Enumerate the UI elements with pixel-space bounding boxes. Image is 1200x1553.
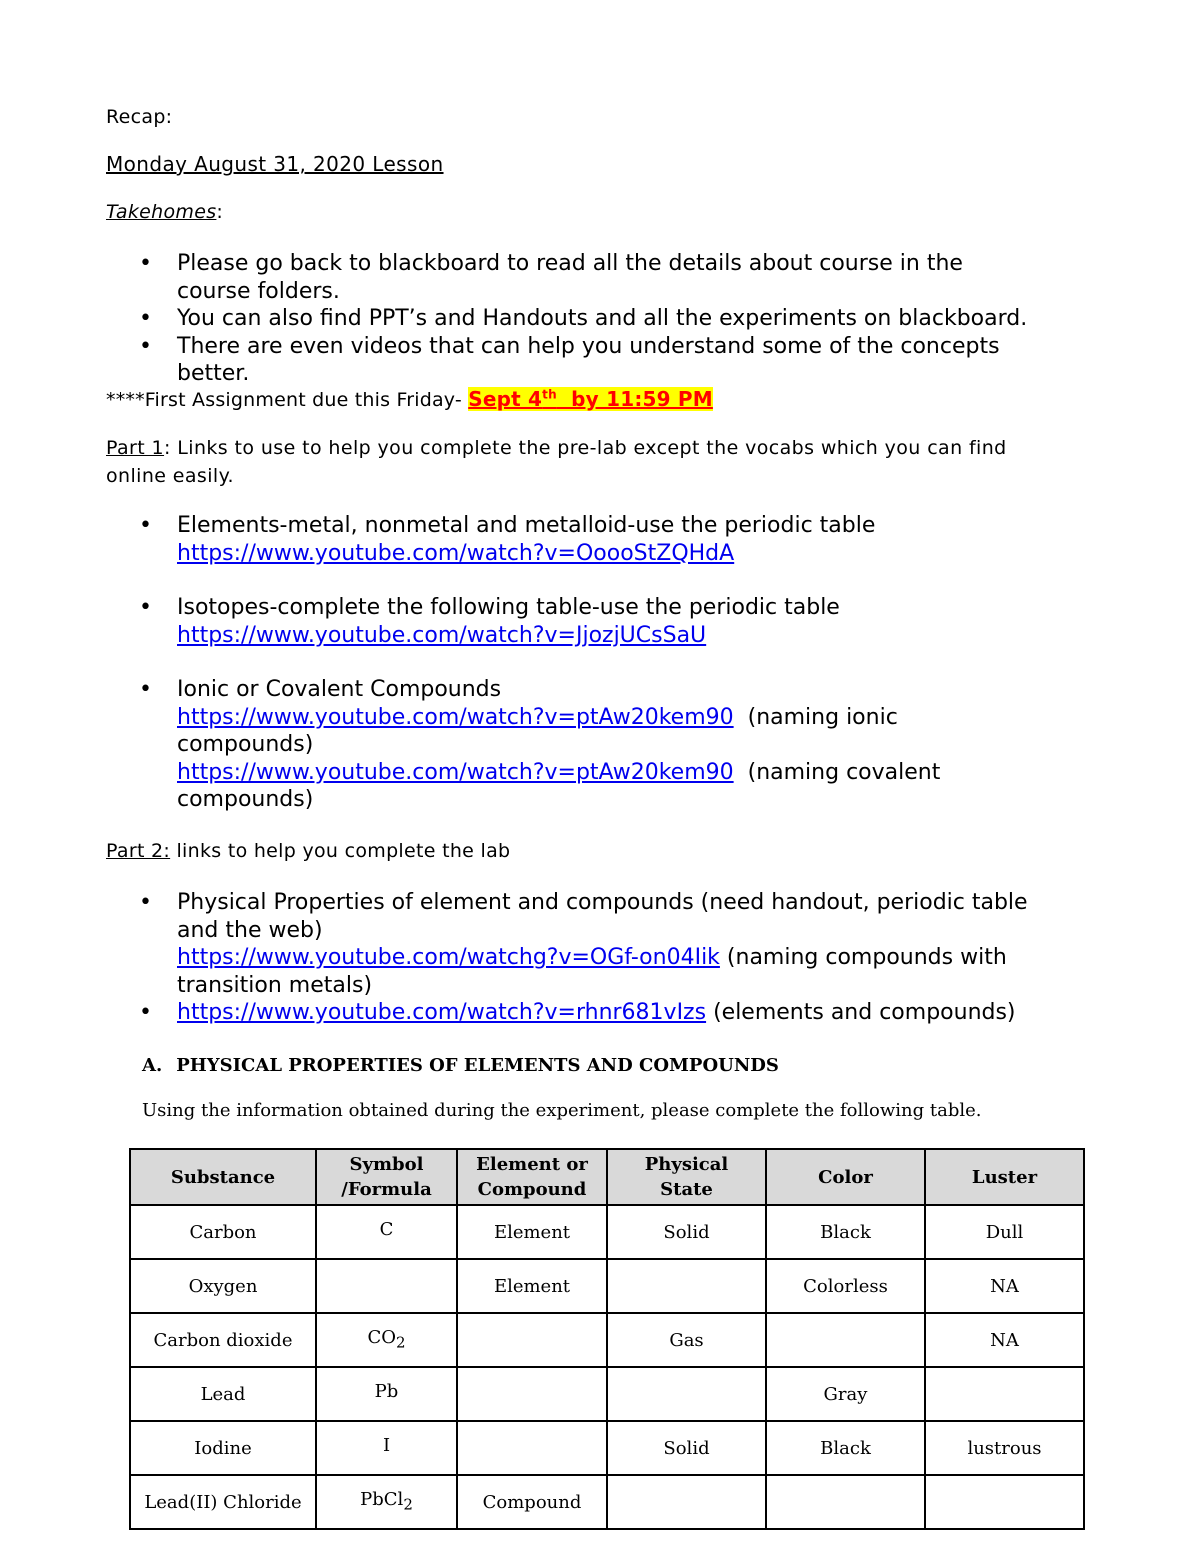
section-heading [142,1055,779,1076]
part2-text: links to help you complete the lab [170,840,511,862]
part2-list [0,889,1107,1027]
cell-state: Gas [607,1313,766,1367]
recap-label: Recap: [106,106,173,128]
takehome-1-line1: Please go back to blackboard to read all the details about course in the [177,251,963,276]
part1-list [0,512,1107,814]
column-header-type: Element or Compound [457,1149,607,1205]
cell-color: Black [766,1205,925,1259]
part2-intro [106,840,510,862]
table-row [130,1367,1084,1421]
video-link[interactable]: https://www.youtube.com/watch?v=JjozjUCsSaU [177,622,707,648]
takehomes-heading [106,201,223,223]
part2-label: Part 2: [106,840,171,862]
cell-type: Element [457,1205,607,1259]
cell-color [766,1313,925,1367]
cell-substance: Iodine [130,1421,316,1475]
cell-luster: NA [925,1313,1084,1367]
cell-luster [925,1367,1084,1421]
list-item [0,250,1107,305]
part1-item-2-title: Isotopes-complete the following table-use the periodic table [177,595,840,620]
cell-state [607,1475,766,1529]
cell-luster [925,1475,1084,1529]
cell-substance: Lead [130,1367,316,1421]
cell-type [457,1421,607,1475]
takehome-3-line2: better. [177,361,250,386]
cell-luster: lustrous [925,1421,1084,1475]
takehomes-label: Takehomes [106,201,217,223]
part1-item-1-title: Elements-metal, nonmetal and metalloid-use the periodic table [177,513,876,538]
cell-type: Compound [457,1475,607,1529]
cell-color: Black [766,1421,925,1475]
link-note: (naming compounds with [719,945,1007,970]
due-date: Sept 4 [468,387,543,411]
assignment-prefix: ****First Assignment due this Friday- [106,389,469,411]
part2-item-1-line2: and the web) [177,917,323,943]
video-link[interactable]: https://www.youtube.com/watch?v=rhnr681vIzs [177,1000,707,1025]
cell-state: Solid [607,1205,766,1259]
cell-symbol [316,1259,457,1313]
link-note: transition metals) [177,972,373,998]
video-link[interactable]: https://www.youtube.com/watch?v=ptAw20kem90 [177,759,734,785]
takehomes-list [0,250,1107,388]
cell-symbol: C [316,1205,457,1259]
takehome-2: You can also find PPT’s and Handouts and all the experiments on blackboard. [177,306,1028,331]
properties-table [129,1148,1085,1530]
column-header-substance: Substance [130,1149,316,1205]
link-note: (naming covalent [733,759,941,785]
cell-substance: Carbon dioxide [130,1313,316,1367]
takehome-3-line1: There are even videos that can help you understand some of the concepts [177,333,1000,359]
due-date-highlight [468,387,713,411]
table-row [130,1313,1084,1367]
link-note: compounds) [177,787,314,812]
section-instructions: Using the information obtained during the experiment, please complete the following table. [142,1100,982,1121]
list-item [0,676,1107,814]
column-header-symbol: Symbol /Formula [316,1149,457,1205]
part2-item-1-line1: Physical Properties of element and compounds (need handout, periodic table [177,890,1028,915]
list-item [0,305,1107,333]
cell-state [607,1367,766,1421]
cell-symbol: $CO_2$ [316,1313,457,1367]
table-row [130,1205,1084,1259]
column-header-luster: Luster [925,1149,1084,1205]
column-header-color: Color [766,1149,925,1205]
part1-text: : Links to use to help you complete the pre-lab except the vocabs which you can find online easily. [106,437,1007,487]
list-item [0,333,1107,388]
link-note: (naming ionic [733,704,898,730]
due-time: by 11:59 PM [556,387,713,411]
section-number: A. [142,1055,163,1076]
takehomes-colon: : [216,201,224,223]
due-date-suffix: th [542,387,557,402]
list-item [0,889,1107,999]
table-header-row [130,1149,1084,1205]
cell-type [457,1367,607,1421]
column-header-state: Physical State [607,1149,766,1205]
cell-substance: Oxygen [130,1259,316,1313]
cell-symbol: PbCl$_2$ [316,1475,457,1529]
cell-symbol: I [316,1421,457,1475]
link-note: (elements and compounds) [706,1000,1016,1025]
video-link[interactable]: https://www.youtube.com/watchg?v=OGf-on04Iik [177,945,720,970]
section-title: PHYSICAL PROPERTIES OF ELEMENTS AND COMPOUNDS [176,1055,779,1076]
cell-substance: Carbon [130,1205,316,1259]
table-row [130,1259,1084,1313]
cell-state [607,1259,766,1313]
cell-substance: Lead(II) Chloride [130,1475,316,1529]
list-item [0,512,1107,567]
cell-type [457,1313,607,1367]
cell-luster: NA [925,1259,1084,1313]
takehome-1-line2: course folders. [177,278,340,304]
cell-symbol: Pb [316,1367,457,1421]
cell-type: Element [457,1259,607,1313]
video-link[interactable]: https://www.youtube.com/watch?v=OoooStZQHdA [177,540,735,566]
cell-color: Colorless [766,1259,925,1313]
table-row [130,1475,1084,1529]
video-link[interactable]: https://www.youtube.com/watch?v=ptAw20kem90 [177,704,734,730]
lesson-title: Monday August 31, 2020 Lesson [106,152,444,176]
part1-intro [106,434,1066,490]
part1-label: Part 1 [106,437,165,459]
cell-color [766,1475,925,1529]
list-item [0,999,1107,1027]
cell-luster: Dull [925,1205,1084,1259]
cell-color: Gray [766,1367,925,1421]
assignment-note [106,387,713,411]
part1-item-3-title: Ionic or Covalent Compounds [177,677,502,702]
link-note: compounds) [177,732,314,757]
list-item [0,594,1107,649]
cell-state: Solid [607,1421,766,1475]
table-row [130,1421,1084,1475]
